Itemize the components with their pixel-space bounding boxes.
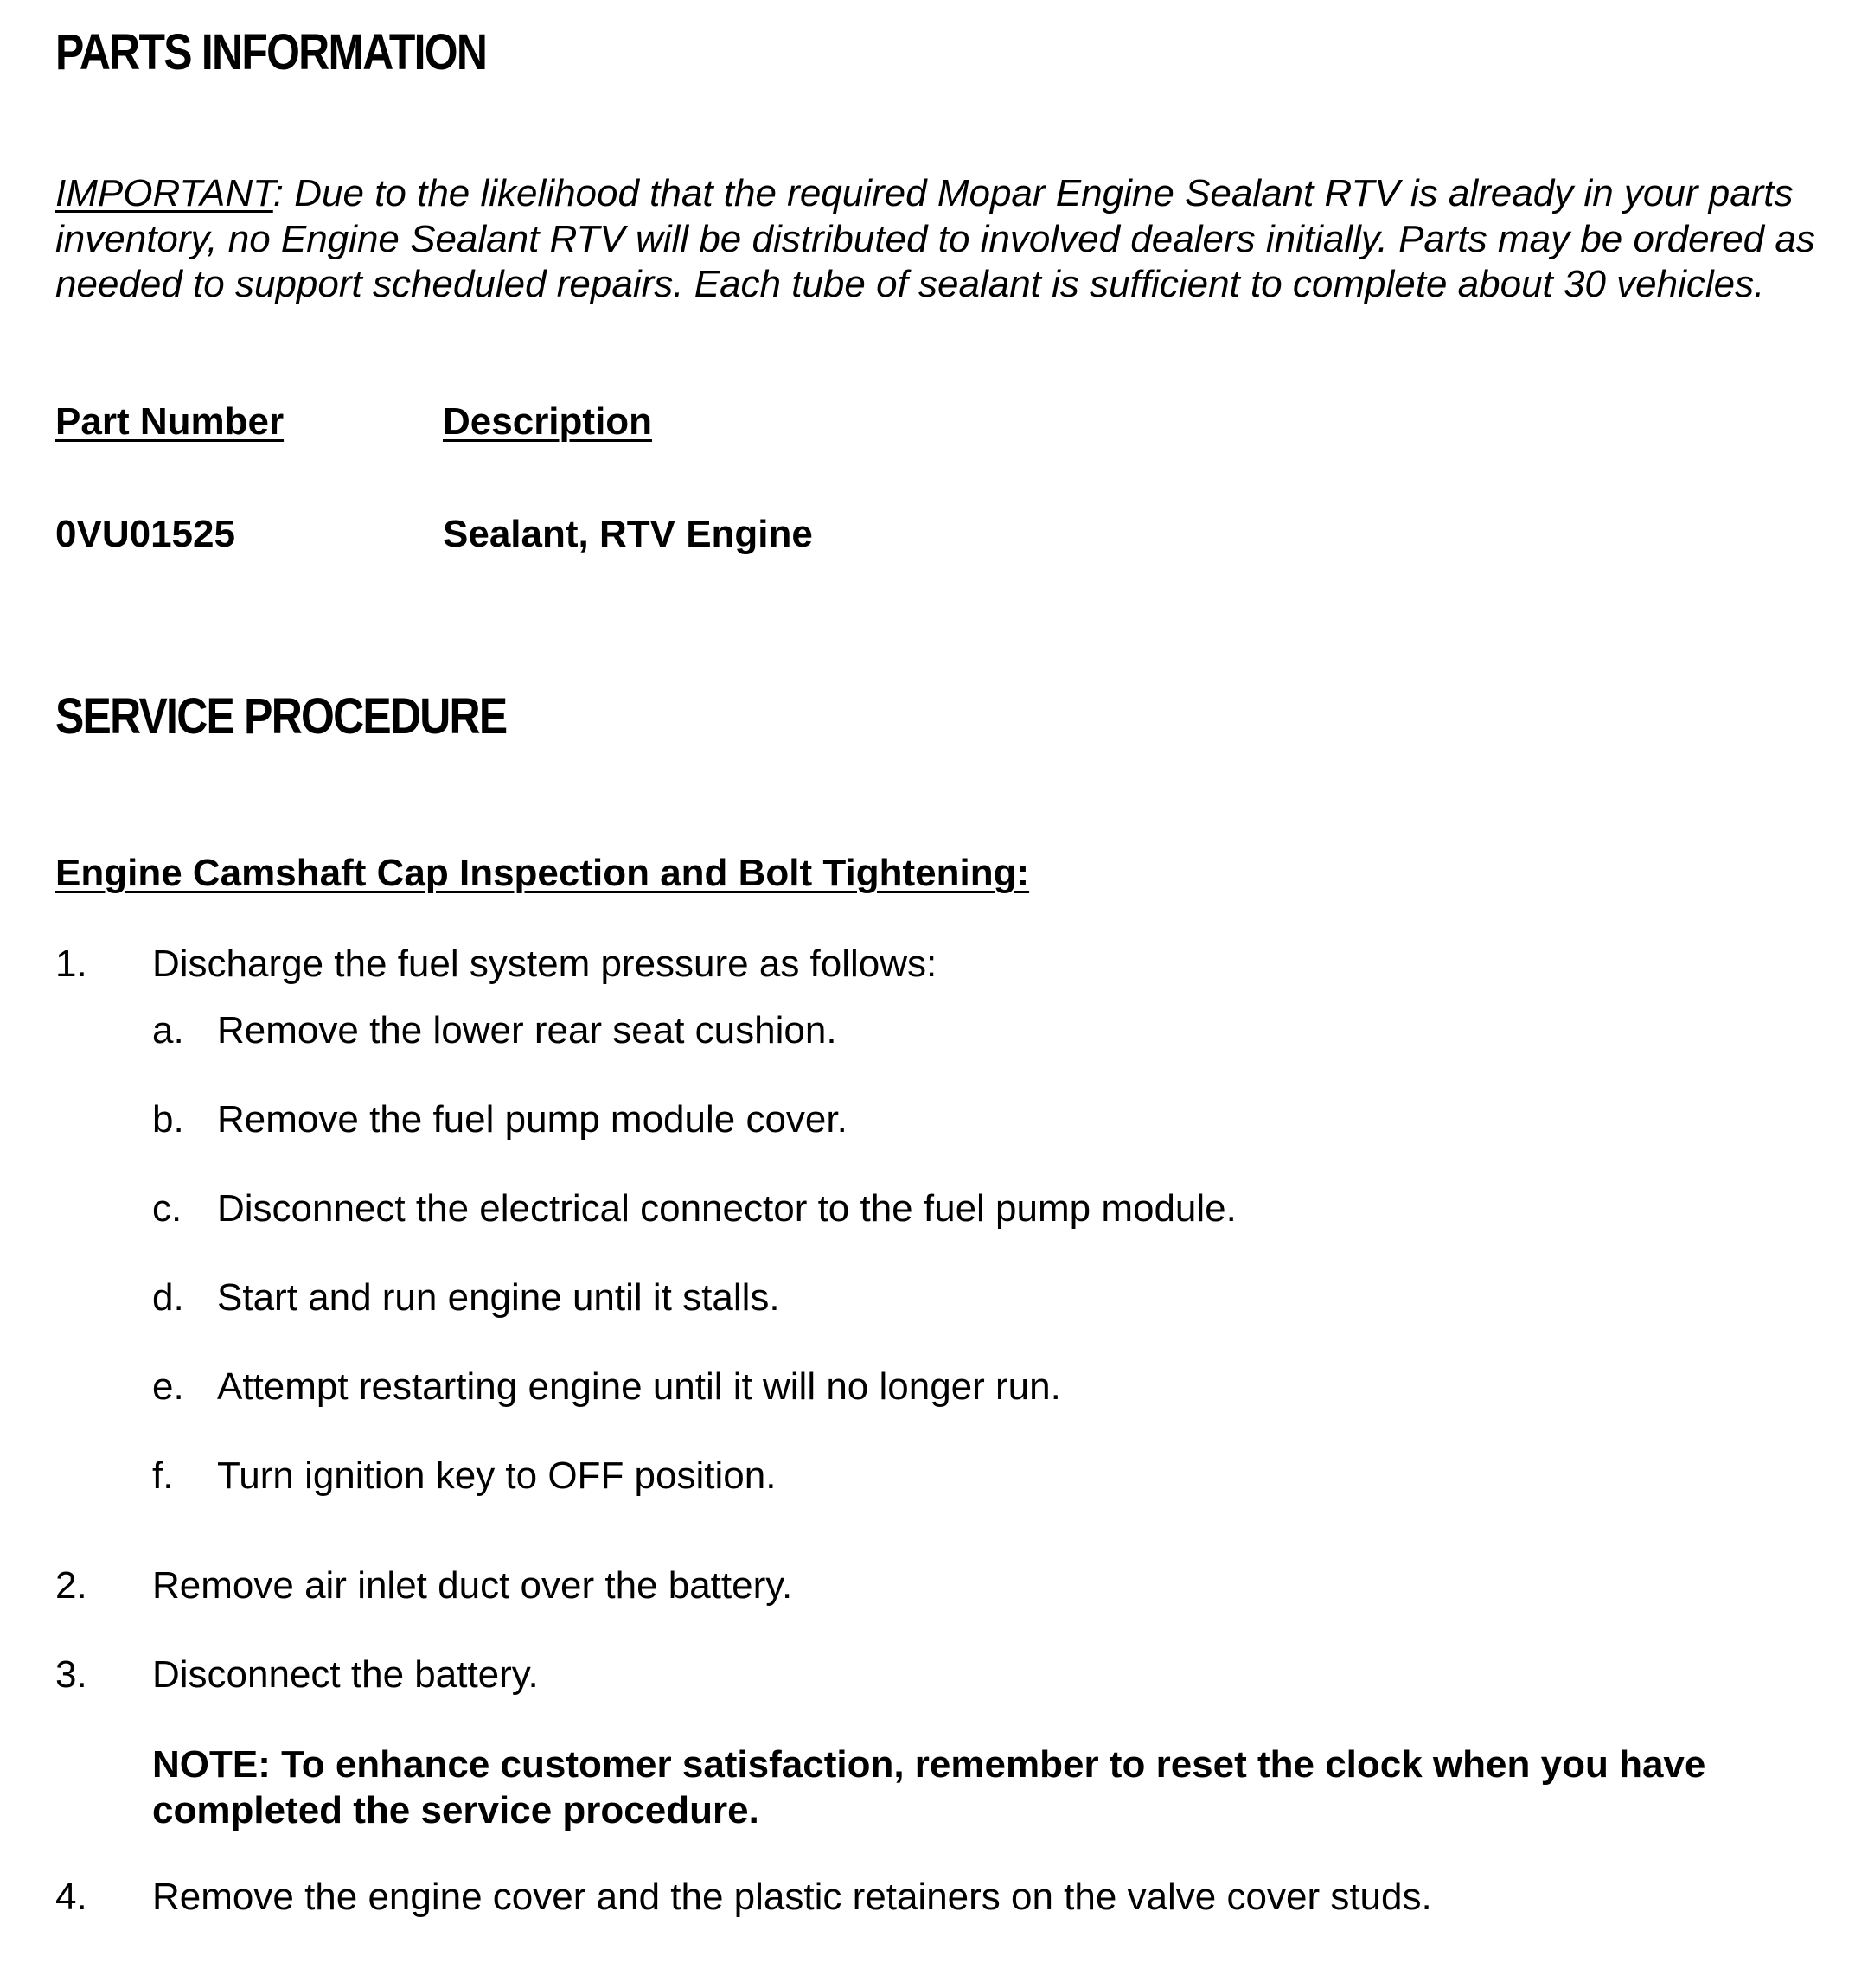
part-number-cell: 0VU01525 — [55, 513, 235, 555]
step-text: Disconnect the battery. — [152, 1653, 539, 1696]
substep-letter: f. — [152, 1454, 174, 1497]
step-number: 4. — [55, 1876, 87, 1918]
substep-text: Remove the lower rear seat cushion. — [217, 1009, 837, 1052]
description-column-header: Description — [443, 400, 653, 443]
step-text: Remove the engine cover and the plastic retainers on the valve cover studs. — [152, 1876, 1432, 1918]
step-number: 3. — [55, 1653, 87, 1696]
step-number: 1. — [55, 943, 87, 985]
substep-letter: e. — [152, 1365, 184, 1408]
important-label: IMPORTANT — [55, 172, 273, 214]
step-number: 2. — [55, 1564, 87, 1607]
important-paragraph — [55, 171, 1837, 308]
step-text: Discharge the fuel system pressure as follows: — [152, 943, 937, 985]
step-text: Remove air inlet duct over the battery. — [152, 1564, 793, 1607]
substep-text: Remove the fuel pump module cover. — [217, 1098, 848, 1141]
important-text: Due to the likelihood that the required Mopar Engine Sealant RTV is already in your parts inventory, no Engine Sealant RTV will be distributed to involved dealers initially. Parts may be ordered as needed to support scheduled repairs. Each tube of sealant is sufficient to complete about 30 vehicles. — [55, 172, 1815, 305]
substep-text: Turn ignition key to OFF position. — [217, 1454, 777, 1497]
substep-letter: c. — [152, 1187, 182, 1230]
substep-text: Attempt restarting engine until it will no longer run. — [217, 1365, 1061, 1408]
substep-letter: b. — [152, 1098, 184, 1141]
part-number-column-header: Part Number — [55, 400, 285, 443]
substep-text: Start and run engine until it stalls. — [217, 1276, 780, 1319]
parts-information-heading: PARTS INFORMATION — [55, 24, 487, 80]
substep-letter: d. — [152, 1276, 184, 1319]
service-procedure-heading: SERVICE PROCEDURE — [55, 688, 507, 745]
important-colon: : — [272, 172, 285, 214]
substep-text: Disconnect the electrical connector to the fuel pump module. — [217, 1187, 1237, 1230]
camshaft-inspection-subheading: Engine Camshaft Cap Inspection and Bolt Tightening: — [55, 852, 1030, 894]
substep-letter: a. — [152, 1009, 184, 1052]
clock-reset-note: NOTE: To enhance customer satisfaction, remember to reset the clock when you have completed the service procedure. — [152, 1743, 1706, 1831]
description-cell: Sealant, RTV Engine — [443, 513, 813, 555]
